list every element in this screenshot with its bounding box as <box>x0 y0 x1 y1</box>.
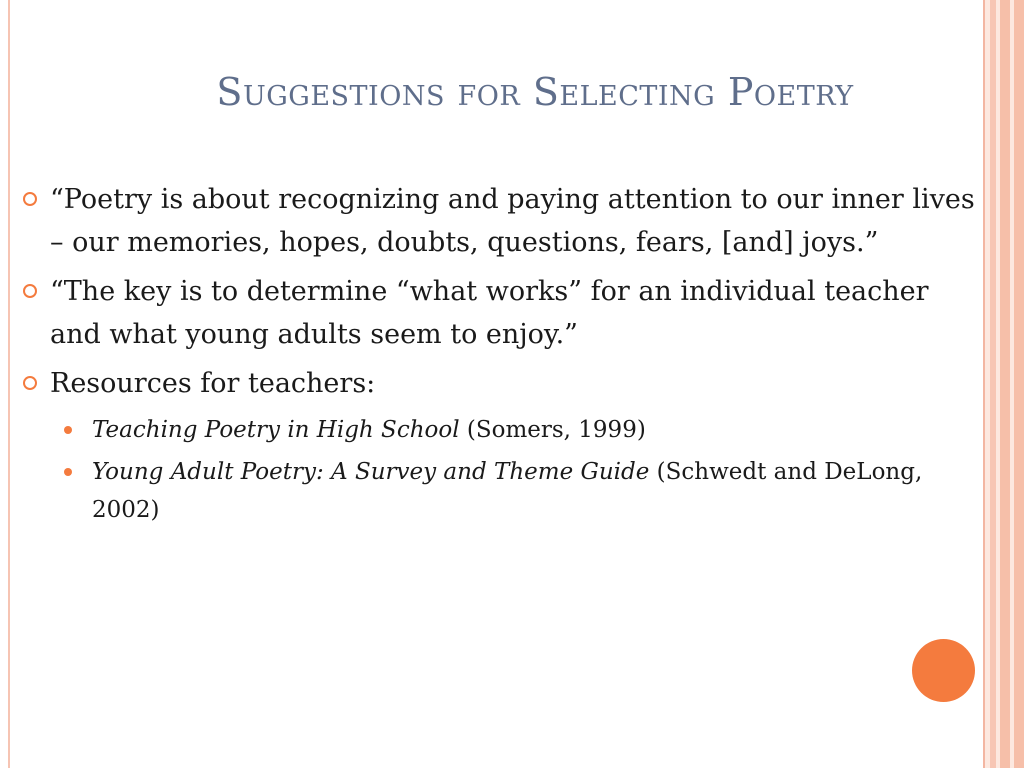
decorative-orange-circle <box>912 639 975 702</box>
bullet-item <box>18 270 980 356</box>
right-stripe <box>1000 0 1010 768</box>
bullet-text: “The key is to determine “what works” for an individual teacher and what young adults seem to enjoy.” <box>50 276 929 350</box>
ring-bullet-icon <box>23 376 37 390</box>
slide-title: Suggestions for Selecting Poetry <box>216 70 854 114</box>
resource-citation: (Schwedt and DeLong, 2002) <box>92 459 923 523</box>
bullet-item <box>18 178 980 264</box>
right-stripe <box>1014 0 1024 768</box>
dot-bullet-icon <box>64 468 72 476</box>
dot-bullet-icon <box>64 426 72 434</box>
sub-bullet-item <box>18 411 980 449</box>
resource-citation: (Somers, 1999) <box>459 417 646 443</box>
resource-title: Young Adult Poetry: A Survey and Theme Guide <box>92 459 650 485</box>
ring-bullet-icon <box>23 284 37 298</box>
ring-bullet-icon <box>23 192 37 206</box>
resource-title: Teaching Poetry in High School <box>92 417 460 443</box>
bullet-text: Resources for teachers: <box>50 368 376 399</box>
bullet-item <box>18 362 980 405</box>
slide-content <box>18 178 980 533</box>
sub-bullet-item <box>18 453 980 529</box>
left-border-line <box>8 0 10 768</box>
bullet-text: “Poetry is about recognizing and paying attention to our inner lives – our memories, hopes, doubts, questions, fears, [and] joys.” <box>50 184 975 258</box>
